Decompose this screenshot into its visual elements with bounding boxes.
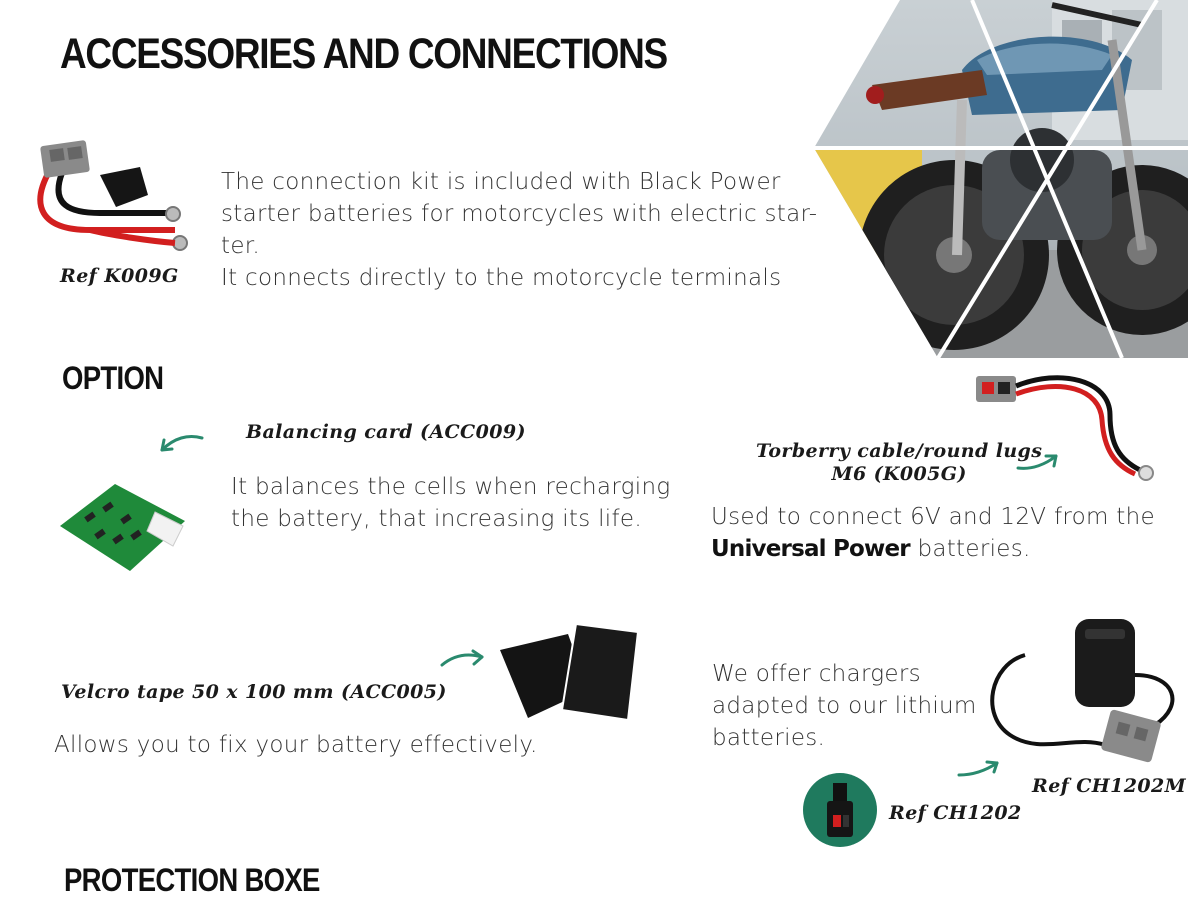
charger-ch1202m-image [985, 615, 1181, 770]
arrow-right-icon [1014, 450, 1062, 474]
velcro-line-1: Allows you to fix your battery effectively. [54, 732, 538, 758]
cable-line-2-rest: batteries. [909, 536, 1031, 562]
balancing-description [231, 471, 670, 535]
kit-line-1: The connection kit is included with Black Power [221, 169, 781, 195]
kit-ref-label: Ref K009G [60, 265, 179, 287]
kit-description [221, 166, 817, 294]
balancing-card-label: Balancing card (ACC009) [246, 421, 526, 443]
velcro-tape-image [498, 620, 640, 722]
arrow-right-icon [438, 645, 488, 671]
chargers-line-1: We offer chargers [712, 661, 921, 687]
chargers-description [712, 658, 977, 754]
cable-line-1: Used to connect 6V and 12V from the [711, 504, 1155, 530]
protection-box-heading: PROTECTION BOXE [64, 862, 320, 898]
kit-line-3: ter. [221, 233, 261, 259]
charger-ch1202-image [803, 773, 877, 847]
chargers-line-3: batteries. [712, 725, 826, 751]
kit-line-2: starter batteries for motorcycles with electric star- [221, 201, 818, 227]
torberry-cable-label [756, 440, 1042, 486]
universal-power-brand: Universal Power [711, 536, 910, 562]
cable-line-2 [711, 533, 1155, 565]
arrow-right-icon [955, 757, 1003, 781]
torberry-label-line-2: M6 (K005G) [831, 463, 967, 485]
page-title: ACCESSORIES AND CONNECTIONS [60, 30, 667, 78]
balancing-line-2: the battery, that increasing its life. [231, 506, 642, 532]
arrow-left-icon [158, 430, 206, 454]
velcro-label: Velcro tape 50 x 100 mm (ACC005) [61, 681, 447, 703]
torberry-label-line-1: Torberry cable/round lugs [756, 440, 1043, 462]
connection-kit-image [30, 135, 195, 260]
balancing-line-1: It balances the cells when recharging [231, 474, 671, 500]
ref-ch1202-label: Ref CH1202 [889, 802, 1022, 824]
motorcycle-image [812, 0, 1188, 358]
velcro-description [54, 729, 538, 761]
chargers-line-2: adapted to our lithium [712, 693, 977, 719]
balancing-card-image [55, 476, 190, 576]
option-heading: OPTION [62, 360, 164, 396]
ref-ch1202m-label: Ref CH1202M [1032, 775, 1187, 797]
cable-description [711, 501, 1155, 565]
kit-line-4: It connects directly to the motorcycle terminals [221, 265, 782, 291]
